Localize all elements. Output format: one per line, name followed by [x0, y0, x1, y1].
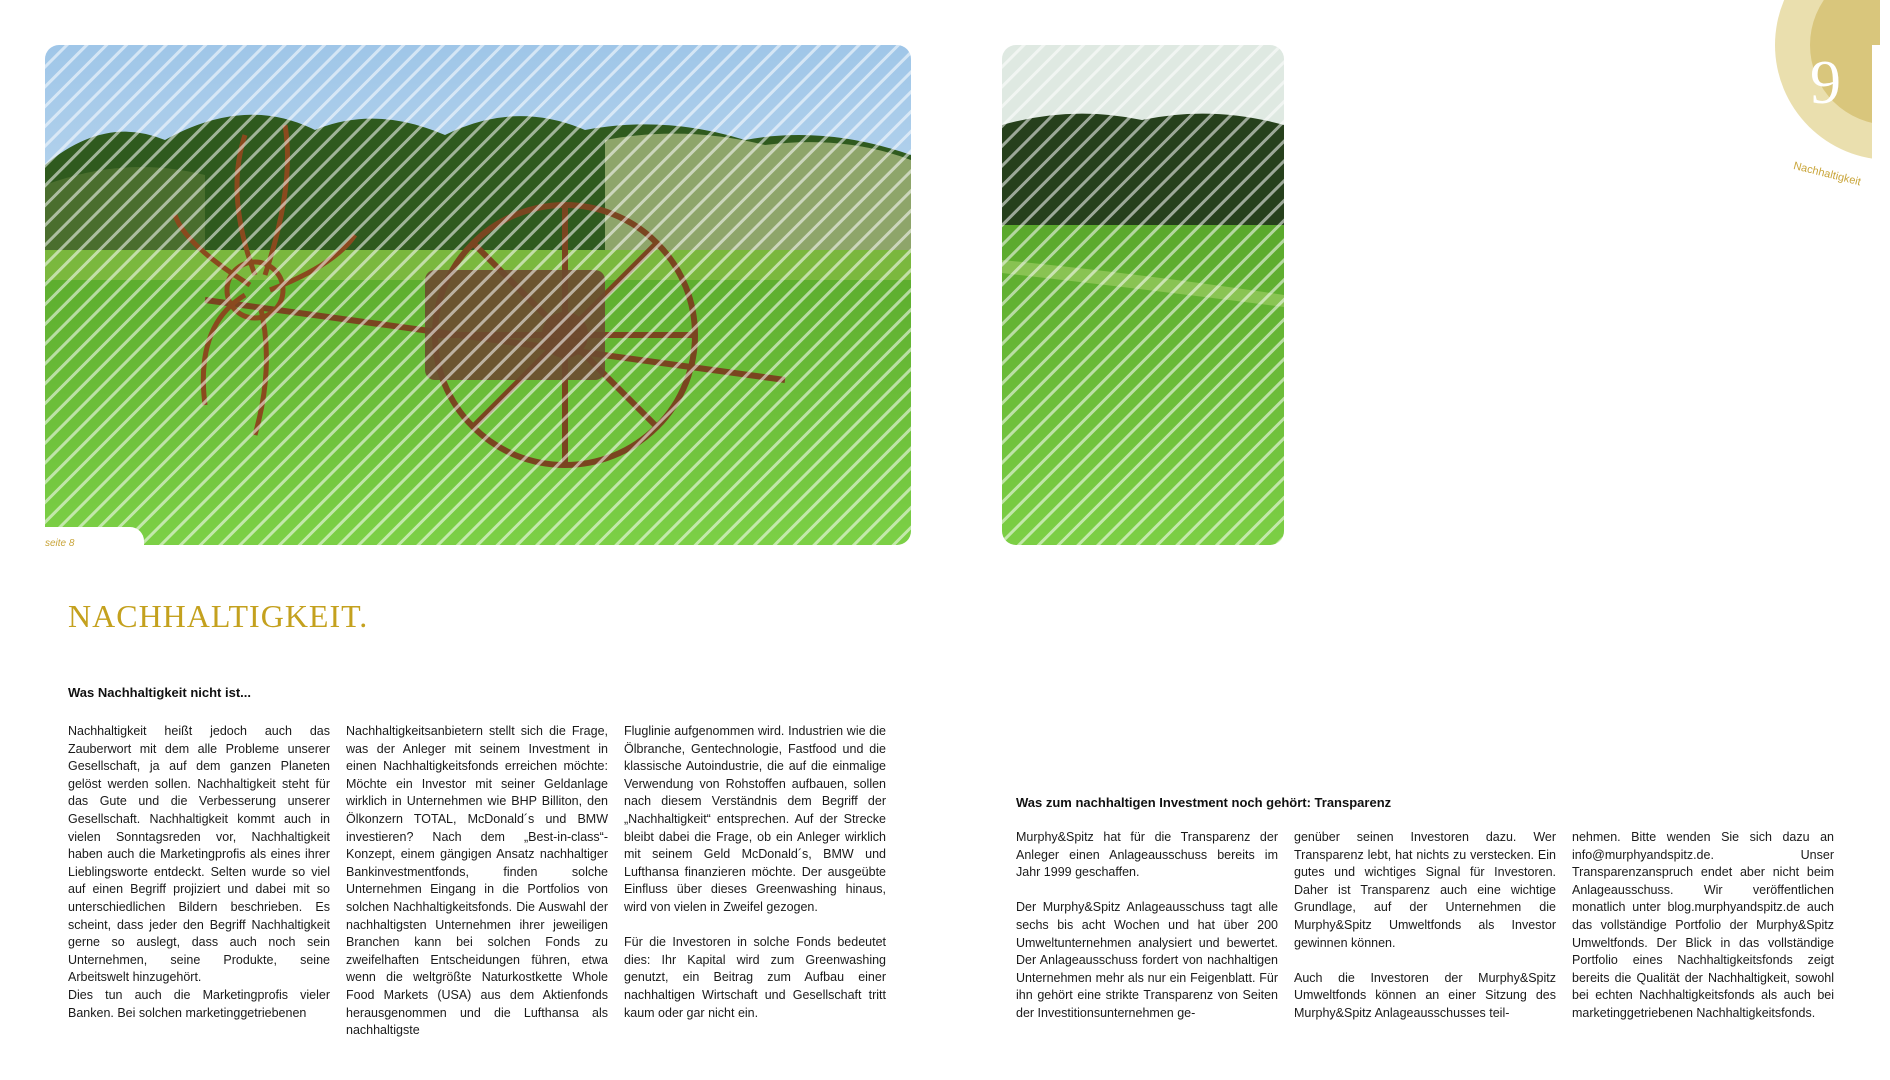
- left-column-1: [68, 723, 330, 1022]
- paragraph: genüber seinen Investoren dazu. Wer Transparenz lebt, hat nichts zu verstecken. Ein gutes und wichtiges Signal für Investoren. Daher ist Transparenz auch eine wichtige Grundlage, auf der Unternehmen die Murphy&Spitz Umweltfonds als Investor gewinnen können.: [1294, 830, 1556, 950]
- paragraph: Auch die Investoren der Murphy&Spitz Umweltfonds können an einer Sitzung des Murphy&Spitz Anlageausschusses teil-: [1294, 970, 1556, 1020]
- left-column-3: [624, 723, 886, 1022]
- paragraph: Der Murphy&Spitz Anlageausschuss tagt alle sechs bis acht Wochen und hat über 200 Umweltunternehmen analysiert und bewertet. Der Anlageausschuss fordert von nachhaltigen Unternehmen mehr als nur ein Feigenblatt. Für ihn gehört eine strikte Transparenz von Seiten der Investitionsunternehmen ge-: [1016, 900, 1278, 1020]
- left-section-heading: Was Nachhaltigkeit nicht ist...: [68, 685, 251, 700]
- paragraph: Nachhaltigkeit heißt jedoch auch das Zauberwort mit dem alle Probleme unserer Gesellschaft, ja auf dem ganzen Planeten gelöst werden sollen. Nachhaltigkeit steht für das Gute und die Verbesserung unserer Gesellschaft. Nachhaltigkeit kommt auch in vielen Sonntagsreden vor, Nachhaltigkeit haben auch die Marketingprofis als eines ihrer Lieblingsworte entdeckt. Selten wurde so viel auf einen Begriff projiziert und dabei mit so unterschiedlichen Bildern beschrieben. Es scheint, dass jeder den Begriff Nachhaltigkeit gerne so auslegt, dass auch noch sein Unternehmen, seine Produkte, seine Arbeitswelt hinzugehört.: [68, 724, 330, 985]
- photo-field-detail: [1002, 45, 1284, 545]
- chapter-number: 9: [1810, 49, 1841, 117]
- page-label: seite 8: [45, 538, 75, 549]
- chapter-word: Nachhaltigkeit: [1792, 160, 1863, 189]
- page-title: NACHHALTIGKEIT.: [68, 598, 369, 634]
- paragraph: nehmen. Bitte wenden Sie sich dazu an info@murphyandspitz.de. Unser Transparenzanspruch endet aber nicht beim Anlageausschuss. Wir veröffentlichen monatlich unter blog.murphyandspitz.de auch das vollständige Portfolio der Murphy&Spitz Umweltfonds. Der Blick in das vollständige Portfolio eines Nachhaltigkeitsfonds zeigt bereits die Qualität der Nachhaltigkeit, sowohl bei echten Nachhaltigkeitsfonds als auch bei marketinggetriebenen Nachhaltigkeitsfonds.: [1572, 830, 1834, 1020]
- right-column-2: [1294, 829, 1556, 1023]
- paragraph: Dies tun auch die Marketingprofis vieler Banken. Bei solchen marketinggetriebenen: [68, 987, 330, 1020]
- left-column-2: [346, 723, 608, 1040]
- paragraph: Murphy&Spitz hat für die Transparenz der Anleger einen Anlageausschuss bereits im Jahr 1999 geschaffen.: [1016, 830, 1278, 880]
- right-section-heading: Was zum nachhaltigen Investment noch gehört: Transparenz: [1016, 795, 1392, 810]
- paragraph: Für die Investoren in solche Fonds bedeutet dies: Ihr Kapital wird zum Greenwashing genutzt, ein Beitrag zum Aufbau einer nachhaltigen Wirtschaft und Gesellschaft tritt kaum oder gar nicht ein.: [624, 935, 886, 1020]
- right-column-3: [1572, 829, 1834, 1023]
- paragraph: Fluglinie aufgenommen wird. Industrien wie die Ölbranche, Gentechnologie, Fastfood und die klassische Autoindustrie, die auf die einmalige Verwendung von Rohstoffen aufbauen, sollen nach diesem Verständnis dem Begriff der „Nachhaltigkeit“ entsprechen. Auf der Strecke bleibt dabei die Frage, ob ein Anleger wirklich mit seinem Geld McDonald´s, BMW und Lufthansa finanzieren möchte. Der ausgeübte Einfluss über dieses Greenwashing hinaus, wird von vielen in Zweifel gezogen.: [624, 724, 886, 914]
- paragraph: Nachhaltigkeitsanbietern stellt sich die Frage, was der Anleger mit seinem Investment in einen Nachhaltigkeitsfonds erreichen möchte: Möchte ein Investor mit seiner Geldanlage wirklich in Unternehmen wie BHP Billiton, den Ölkonzern TOTAL, McDonald´s und BMW investieren? Nach dem „Best-in-class“-Konzept, einem gängigen Ansatz nachhaltiger Bankinvestmentfonds, finden solche Unternehmen Eingang in die Portfolios von solchen Nachhaltigkeitsfonds. Die Auswahl der nachhaltigsten Unternehmen ihrer jeweiligen Branchen kann bei solchen Fonds zu zweifelhaften Entscheidungen führen, etwa wenn die weltgrößte Naturkostkette Whole Food Markets (USA) aus dem Aktienfonds herausgenommen und die Lufthansa als nachhaltigste: [346, 724, 608, 1038]
- right-column-1: [1016, 829, 1278, 1023]
- photo-field-hay-rake: [45, 45, 911, 545]
